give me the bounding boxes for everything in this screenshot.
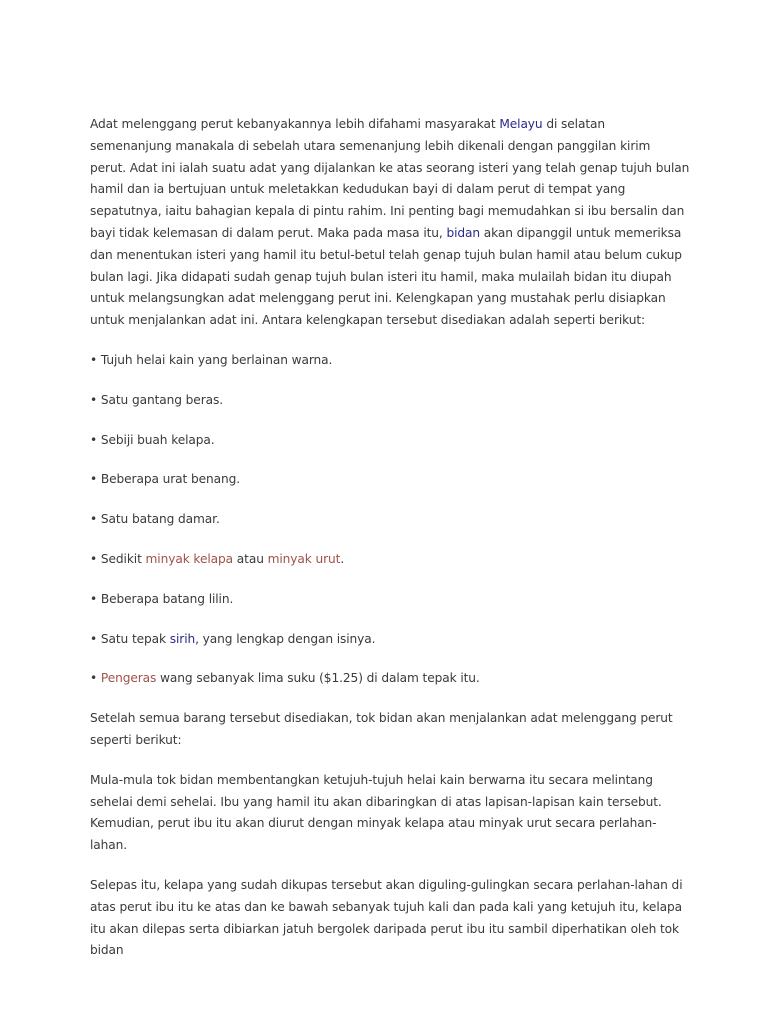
bullet-6-text-pre: • Sedikit: [90, 551, 146, 566]
intro-text-2: di selatan semenanjung manakala di sebelah utara semenanjung lebih dikenali dengan panggilan kirim perut. Adat ini ialah suatu adat yang dijalankan ke atas seorang isteri yang telah genap tujuh bulan hamil dan ia bertujuan untuk meletakkan kedudukan bayi di dalam perut di tempat yang sepatutnya, iaitu bahagian kepala di pintu rahim. Ini penting bagi memudahkan si ibu bersalin dan bayi tidak kelemasan di dalam perut. Maka pada masa itu,: [90, 117, 690, 240]
paragraph-3: Mula-mula tok bidan membentangkan ketujuh-tujuh helai kain berwarna itu secara melintang sehelai demi sehelai. Ibu yang hamil itu akan dibaringkan di atas lapisan-lapisan kain tersebut. Kemudian, perut ibu itu akan diurut dengan minyak kelapa atau minyak urut secara perlahan-lahan.: [90, 772, 662, 853]
bullet-item-9: [90, 668, 690, 690]
intro-text-3: akan dipanggil untuk memeriksa dan menentukan isteri yang hamil itu betul-betul telah genap tujuh bulan hamil atau belum cukup bulan lagi. Jika didapati sudah genap tujuh bulan isteri itu hamil, maka mulailah bidan itu diupah untuk melangsungkan adat melenggang perut ini. Kelengkapan yang mustahak perlu disiapkan untuk menjalankan adat ini. Antara kelengkapan tersebut disediakan adalah seperti berikut:: [90, 225, 682, 328]
bullet-6-text-post: .: [340, 551, 345, 566]
paragraph-2: Setelah semua barang tersebut disediakan, tok bidan akan menjalankan adat melenggang perut seperti berikut:: [90, 711, 673, 747]
intro-paragraph: [90, 114, 690, 332]
bullet-item-6: [90, 549, 690, 571]
bullet-item-1: • Tujuh helai kain yang berlainan warna.: [90, 352, 333, 367]
document-body: [90, 114, 690, 980]
bullet-9-text-pre: •: [90, 671, 101, 686]
bullet-item-8: [90, 629, 690, 651]
link-bidan[interactable]: bidan: [446, 225, 481, 240]
link-melayu[interactable]: Melayu: [499, 117, 543, 131]
paragraph-4: Selepas itu, kelapa yang sudah dikupas tersebut akan diguling-gulingkan secara perlahan-lahan di atas perut ibu itu ke atas dan ke bawah sebanyak tujuh kali dan pada kali yang ketujuh itu, kelapa itu akan dilepas serta dibiarkan jatuh bergolek daripada perut ibu itu sambil diperhatikan oleh tok bidan: [90, 877, 683, 958]
bullet-item-2: • Satu gantang beras.: [90, 392, 223, 407]
link-minyak-urut[interactable]: minyak urut: [267, 551, 341, 566]
bullet-item-7: • Beberapa batang lilin.: [90, 591, 234, 606]
intro-text-1: Adat melenggang perut kebanyakannya lebih difahami masyarakat: [90, 117, 500, 131]
link-pengeras[interactable]: Pengeras: [100, 671, 157, 686]
bullet-9-text-post: wang sebanyak lima suku ($1.25) di dalam tepak itu.: [156, 671, 480, 686]
bullet-item-4: • Beberapa urat benang.: [90, 472, 241, 487]
bullet-item-5: • Satu batang damar.: [90, 512, 220, 527]
bullet-8-text-post: , yang lengkap dengan isinya.: [195, 631, 376, 646]
bullet-8-text-pre: • Satu tepak: [90, 631, 170, 646]
link-minyak-kelapa[interactable]: minyak kelapa: [145, 551, 234, 566]
bullet-item-3: • Sebiji buah kelapa.: [90, 432, 215, 447]
link-sirih[interactable]: sirih: [169, 631, 196, 646]
bullet-6-text-mid: atau: [233, 551, 268, 566]
